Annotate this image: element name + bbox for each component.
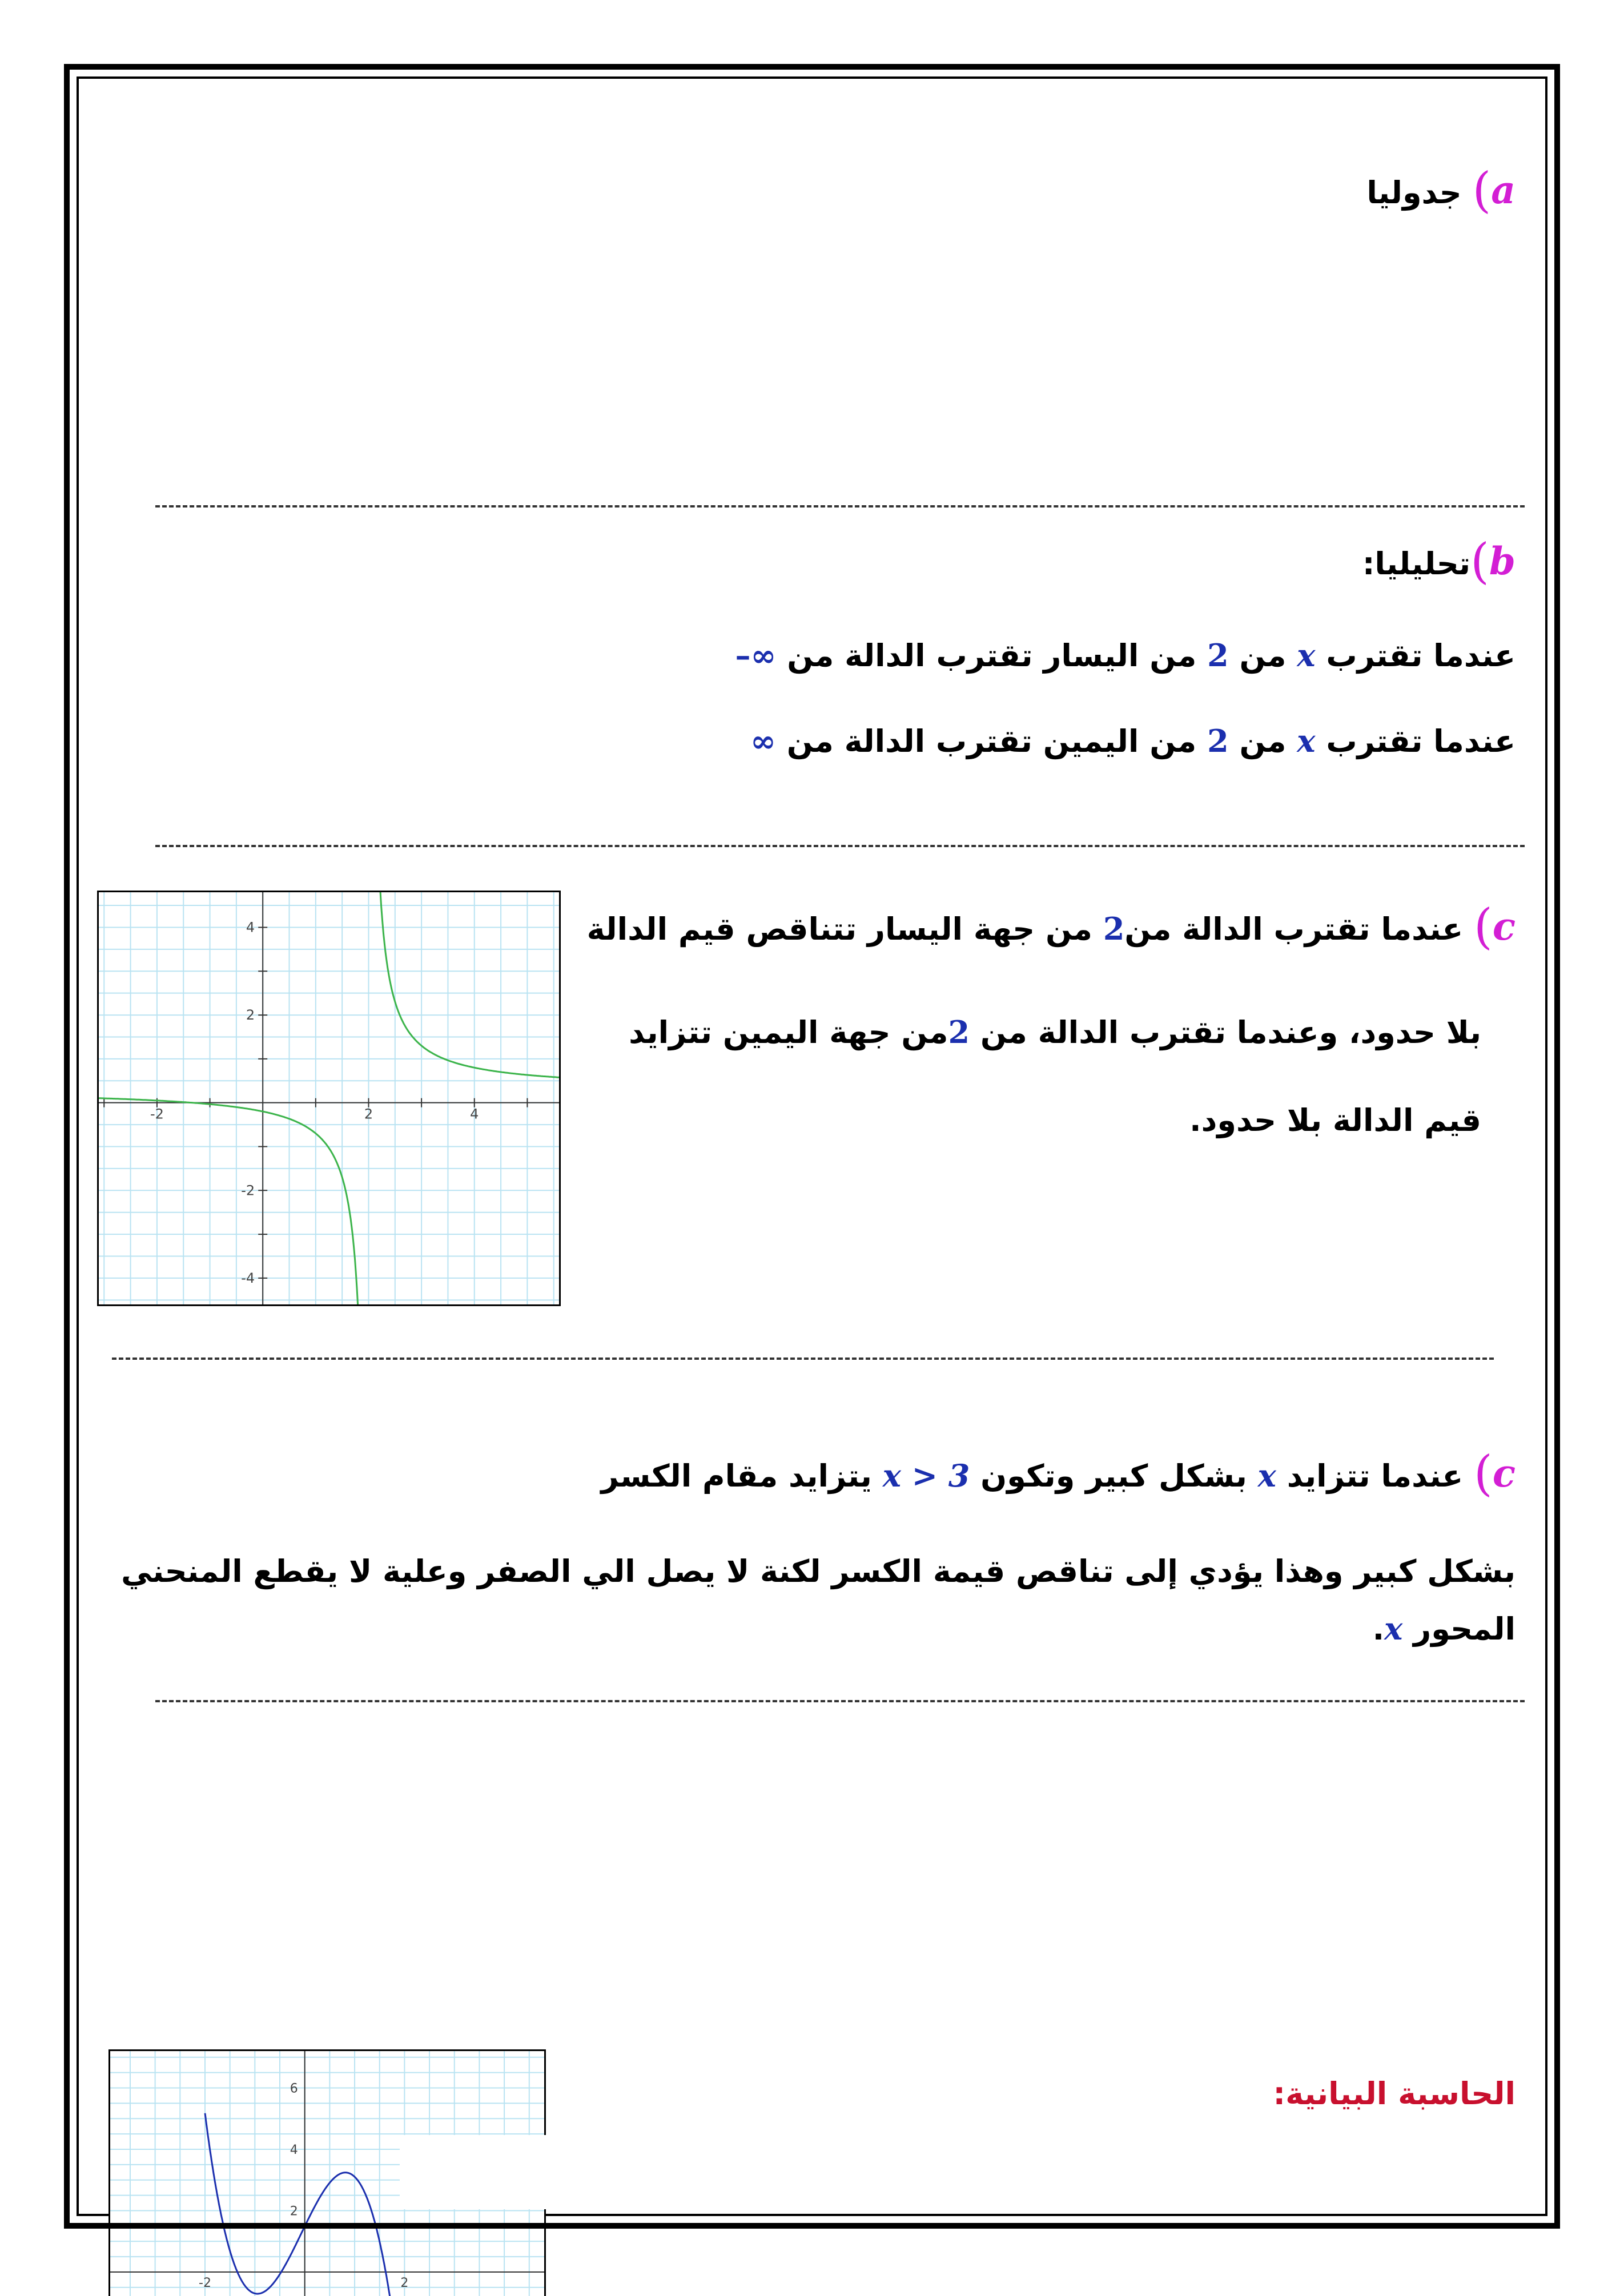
text-segment: قيم الدالة بلا حدود. xyxy=(1189,1102,1481,1138)
text-segment: . xyxy=(1372,1611,1385,1647)
y-tick-label: 6 xyxy=(290,2081,298,2096)
part-a-heading xyxy=(1366,162,1516,218)
part-b-heading xyxy=(1362,533,1516,589)
text-segment: عندما تقترب الدالة من xyxy=(1124,911,1464,947)
text-segment: من جهة اليسار تتناقص قيم الدالة xyxy=(586,911,1092,947)
curve-right-branch xyxy=(379,892,559,1077)
curve-left-branch xyxy=(99,1098,358,1304)
x-tick-label: 4 xyxy=(470,1106,479,1122)
math-variable-x: x xyxy=(1297,723,1316,759)
text-segment: المحور xyxy=(1413,1611,1516,1647)
math-infinity: ∞ xyxy=(750,723,776,759)
part-c1-line-2 xyxy=(629,1013,1481,1052)
part-c2-letter: c xyxy=(1492,1451,1516,1496)
text-segment: عندما تقترب xyxy=(1326,638,1516,674)
divider-1 xyxy=(155,505,1525,507)
text-segment: من جهة اليمين تتزايد xyxy=(629,1014,948,1050)
text-segment: عندما تتزايد xyxy=(1287,1458,1464,1494)
part-a-letter: a xyxy=(1491,168,1516,212)
calculator-label-text: الحاسبة البيانية: xyxy=(1273,2076,1516,2112)
part-c1-line-1 xyxy=(586,899,1516,954)
math-number: 2 xyxy=(1207,723,1229,759)
x-tick-label: -2 xyxy=(199,2276,211,2290)
part-b-line-2 xyxy=(750,722,1516,760)
graph-rational-svg xyxy=(99,892,559,1304)
text-segment: من اليسار تقترب الدالة من xyxy=(787,638,1197,674)
y-tick-label: -4 xyxy=(241,1270,255,1286)
math-variable-x: x xyxy=(1297,637,1316,674)
text-segment: عندما تقترب xyxy=(1326,723,1516,759)
text-segment: بشكل كبير وتكون xyxy=(980,1458,1247,1494)
text-segment: من xyxy=(1239,638,1287,674)
math-number: 2 xyxy=(948,1014,970,1050)
part-a-text: جدوليا xyxy=(1366,175,1462,211)
part-a-paren: ) xyxy=(1472,162,1492,218)
part-b-paren: ) xyxy=(1470,533,1489,589)
graph-overlay-white xyxy=(400,2135,548,2209)
graph-rational-function xyxy=(97,891,561,1306)
y-tick-label: 2 xyxy=(290,2204,298,2219)
math-neg-infinity: ∞– xyxy=(735,637,777,674)
divider-3 xyxy=(112,1358,1494,1360)
part-c2-line-1 xyxy=(601,1445,1516,1501)
y-tick-label: 4 xyxy=(246,919,255,936)
part-b-letter: b xyxy=(1489,539,1516,583)
text-segment: بشكل كبير وهذا يؤدي إلى تناقص قيمة الكسر لكنة لا يصل الي الصفر وعلية لا يقطع المنحني xyxy=(121,1553,1516,1589)
math-number: 2 xyxy=(1207,637,1229,674)
part-b-line-1 xyxy=(735,637,1516,675)
x-tick-label: 2 xyxy=(364,1106,373,1122)
text-segment: بلا حدود، وعندما تقترب الدالة من xyxy=(980,1014,1481,1050)
part-c2-line-2 xyxy=(121,1553,1516,1590)
y-tick-label: -2 xyxy=(241,1182,255,1199)
divider-2 xyxy=(155,845,1525,847)
math-variable-x: x xyxy=(1257,1457,1276,1494)
math-number: 2 xyxy=(1103,911,1125,947)
text-segment: من xyxy=(1239,723,1287,759)
divider-4 xyxy=(155,1700,1525,1702)
part-c2-paren: ) xyxy=(1474,1445,1493,1501)
text-segment: من اليمين تقترب الدالة من xyxy=(786,723,1197,759)
x-tick-label: -2 xyxy=(150,1106,164,1122)
calculator-curve xyxy=(205,2113,394,2296)
text-segment: يتزايد مقام الكسر xyxy=(601,1458,872,1494)
y-tick-label: 4 xyxy=(290,2143,298,2157)
part-c1-letter: c xyxy=(1492,904,1516,949)
math-condition: x > 3 xyxy=(882,1457,970,1494)
y-tick-label: 2 xyxy=(246,1007,255,1024)
x-tick-label: 2 xyxy=(400,2276,409,2290)
part-c1-line-3 xyxy=(1189,1102,1481,1139)
calculator-label xyxy=(1273,2075,1516,2113)
math-variable-x: x xyxy=(1384,1610,1403,1647)
part-c1-paren: ) xyxy=(1474,899,1493,954)
part-b-text: تحليليا: xyxy=(1362,546,1471,582)
part-c2-line-3 xyxy=(1373,1610,1516,1648)
